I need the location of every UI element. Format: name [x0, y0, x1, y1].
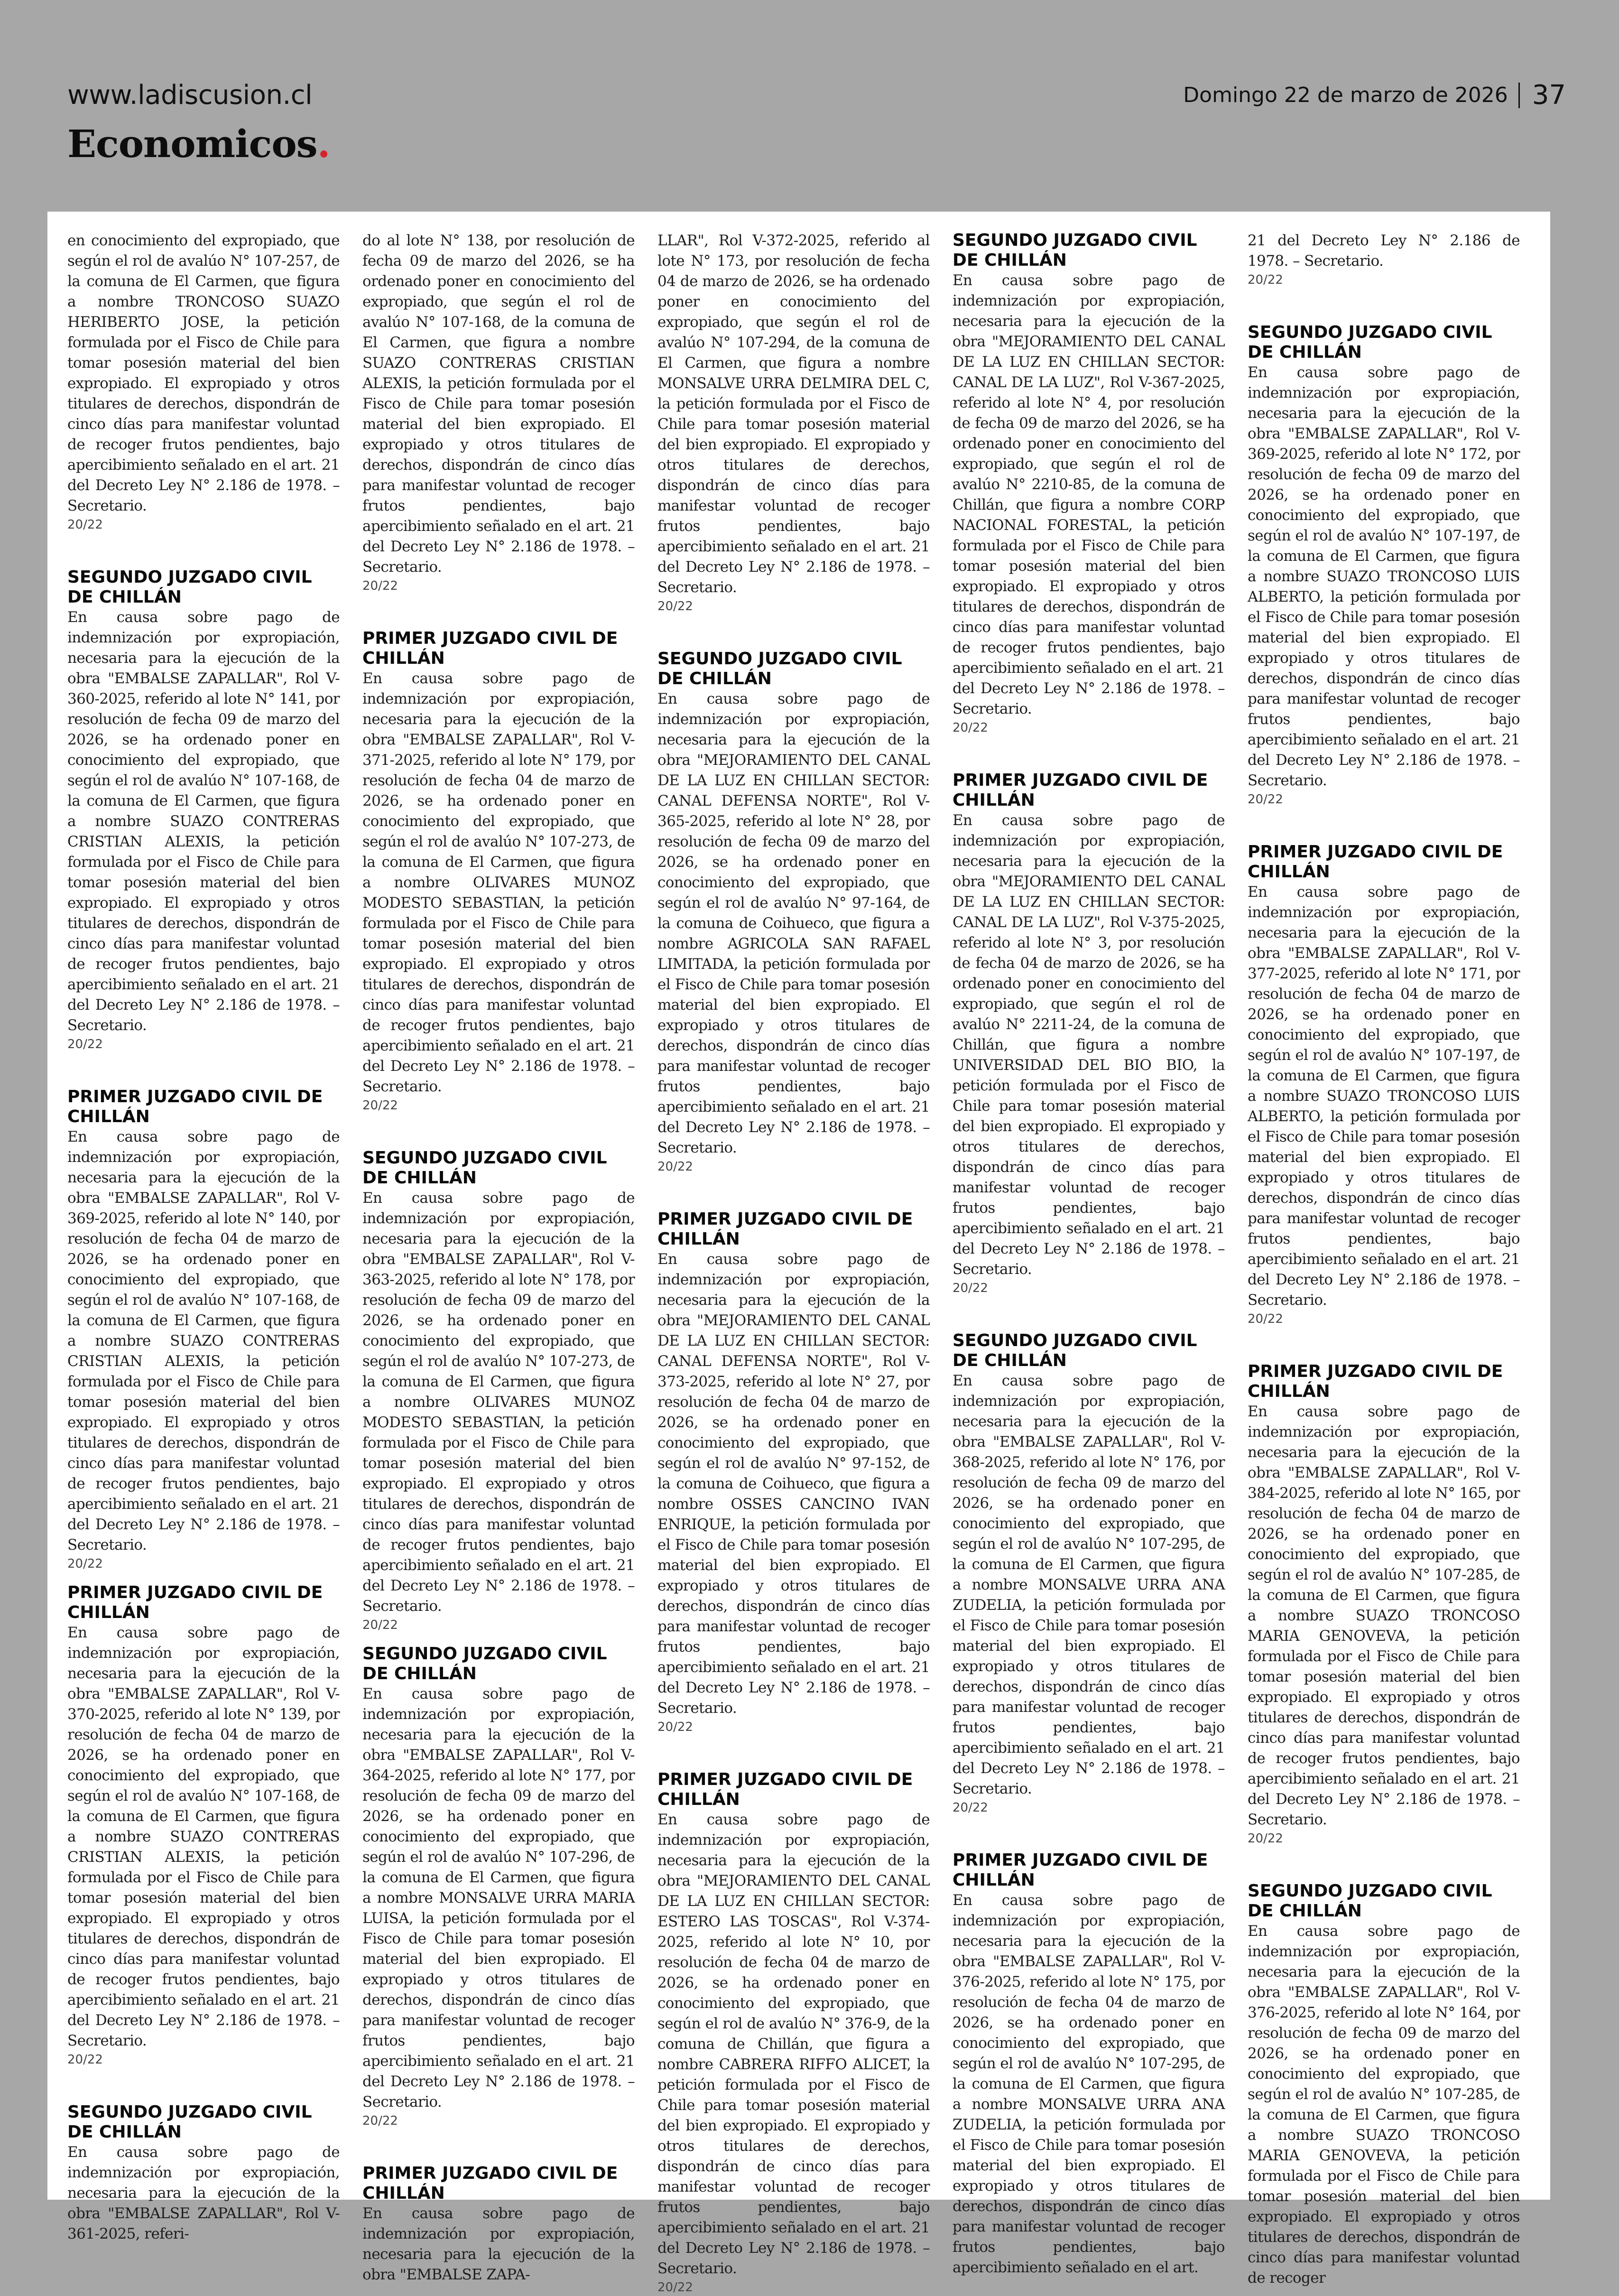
notice-title: SEGUNDO JUZGADO CIVIL DE CHILLÁN: [657, 649, 902, 688]
legal-notice: [1248, 1881, 1520, 2288]
notice-code: 20/22: [953, 721, 988, 735]
legal-notice: [67, 231, 340, 533]
column-5: [1248, 231, 1520, 2287]
notice-code: 20/22: [67, 1037, 103, 1051]
notice-body: LLAR", Rol V-372-2025, referido al lote N° 173, por resolución de fecha 04 de marzo de 2026, se ha ordenado poner en conocimiento del expropiado, que según el rol de avalúo N° 107-294, de la comuna de El Carmen, que figura a nombre MONSALVE URRA DELMIRA DEL C, la petición formulada por el Fisco de Chile para tomar posesión material del bien expropiado. El expropiado y otros titulares de derechos, dispondrán de cinco días para manifestar voluntad de recoger frutos pendientes, bajo apercibimiento señalado en el art. 21 del Decreto Ley N° 2.186 de 1978. – Secretario.: [657, 232, 930, 596]
notice-title: PRIMER JUZGADO CIVIL DE CHILLÁN: [1248, 842, 1503, 882]
date-separator: [1518, 83, 1520, 108]
section-name: Economicos: [67, 121, 317, 166]
notice-body: 21 del Decreto Ley N° 2.186 de 1978. – Secretario.: [1248, 232, 1520, 270]
column-2: [362, 231, 635, 2283]
notice-code: 20/22: [1248, 273, 1283, 287]
notice-body: En causa sobre pago de indemnización por expropiación, necesaria para la ejecución de la obra "EMBALSE ZAPALLAR", Rol V-363-2025, referido al lote N° 178, por resolución de fecha 09 de marzo del 2026, se ha ordenado poner en conocimiento del expropiado, que según el rol de avalúo N° 107-273, de la comuna de El Carmen, que figura a nombre OLIVARES MUNOZ MODESTO SEBASTIAN, la petición formulada por el Fisco de Chile para tomar posesión material del bien expropiado. El expropiado y otros titulares de derechos, dispondrán de cinco días para manifestar voluntad de recoger frutos pendientes, bajo apercibimiento señalado en el art. 21 del Decreto Ley N° 2.186 de 1978. – Secretario.: [362, 1190, 635, 1615]
notice-title: SEGUNDO JUZGADO CIVIL DE CHILLÁN: [67, 567, 312, 607]
legal-notice: [953, 231, 1225, 736]
notice-title: SEGUNDO JUZGADO CIVIL DE CHILLÁN: [67, 2102, 312, 2142]
notice-columns: [67, 231, 1530, 2295]
date-line: [1183, 80, 1566, 111]
legal-notice: [67, 1583, 340, 2068]
legal-notice: [1248, 1362, 1520, 1847]
notice-code: 20/22: [1248, 792, 1283, 807]
section-dot: .: [317, 121, 330, 166]
legal-notice: [362, 629, 635, 1114]
legal-notice: [657, 1209, 930, 1736]
legal-notice: [657, 231, 930, 615]
notice-code: 20/22: [67, 518, 103, 532]
legal-notice: [1248, 231, 1520, 288]
notice-body: En causa sobre pago de indemnización por expropiación, necesaria para la ejecución de la obra "EMBALSE ZAPALLAR", Rol V-377-2025, referido al lote N° 171, por resolución de fecha 04 de marzo de 2026, se ha ordenado poner en conocimiento del expropiado, que según el rol de avalúo N° 107-197, de la comuna de El Carmen, que figura a nombre SUAZO TRONCOSO LUIS ALBERTO, la petición formulada por el Fisco de Chile para tomar posesión material del bien expropiado. El expropiado y otros titulares de derechos, dispondrán de cinco días para manifestar voluntad de recoger frutos pendientes, bajo apercibimiento señalado en el art. 21 del Decreto Ley N° 2.186 de 1978. – Secretario.: [1248, 883, 1520, 1309]
notice-body: En causa sobre pago de indemnización por expropiación, necesaria para la ejecución de la obra "EMBALSE ZAPALLAR", Rol V-360-2025, referido al lote N° 141, por resolución de fecha 09 de marzo del 2026, se ha ordenado poner en conocimiento del expropiado, que según el rol de avalúo N° 107-168, de la comuna de El Carmen, que figura a nombre SUAZO CONTRERAS CRISTIAN ALEXIS, la petición formulada por el Fisco de Chile para tomar posesión material del bien expropiado. El expropiado y otros titulares de derechos, dispondrán de cinco días para manifestar voluntad de recoger frutos pendientes, bajo apercibimiento señalado en el art. 21 del Decreto Ley N° 2.186 de 1978. – Secretario.: [67, 609, 340, 1034]
legal-notice: [67, 567, 340, 1053]
notice-title: SEGUNDO JUZGADO CIVIL DE CHILLÁN: [953, 231, 1197, 270]
notice-code: 20/22: [953, 1281, 988, 1295]
legal-notice: [362, 2164, 635, 2285]
column-4: [953, 231, 1225, 2276]
notice-body: En causa sobre pago de indemnización por expropiación, necesaria para la ejecución de la obra "EMBALSE ZAPALLAR", Rol V-376-2025, referido al lote N° 175, por resolución de fecha 04 de marzo de 2026, se ha ordenado poner en conocimiento del expropiado, que según el rol de avalúo N° 107-295, de la comuna de El Carmen, que figura a nombre MONSALVE URRA ANA ZUDELIA, la petición formulada por el Fisco de Chile para tomar posesión material del bien expropiado. El expropiado y otros titulares de derechos, dispondrán de cinco días para manifestar voluntad de recoger frutos pendientes, bajo apercibimiento señalado en el art.: [953, 1892, 1225, 2276]
notice-code: 20/22: [362, 1098, 398, 1113]
notice-body: En causa sobre pago de indemnización por expropiación, necesaria para la ejecución de la obra "EMBALSE ZAPALLAR", Rol V-369-2025, referido al lote N° 172, por resolución de fecha 09 de marzo del 2026, se ha ordenado poner en conocimiento del expropiado, que según el rol de avalúo N° 107-197, de la comuna de El Carmen, que figura a nombre SUAZO TRONCOSO LUIS ALBERTO, la petición formulada por el Fisco de Chile para tomar posesión material del bien expropiado. El expropiado y otros titulares de derechos, dispondrán de cinco días para manifestar voluntad de recoger frutos pendientes, bajo apercibimiento señalado en el art. 21 del Decreto Ley N° 2.186 de 1978. – Secretario.: [1248, 364, 1520, 789]
issue-date: Domingo 22 de marzo de 2026: [1183, 83, 1508, 107]
legal-notice: [1248, 323, 1520, 808]
notice-title: SEGUNDO JUZGADO CIVIL DE CHILLÁN: [1248, 1881, 1492, 1921]
column-1: [67, 231, 340, 2242]
notice-code: 20/22: [657, 2280, 693, 2295]
notice-body: En causa sobre pago de indemnización por expropiación, necesaria para la ejecución de la obra "EMBALSE ZAPALLAR", Rol V-368-2025, referido al lote N° 176, por resolución de fecha 09 de marzo del 2026, se ha ordenado poner en conocimiento del expropiado, que según el rol de avalúo N° 107-295, de la comuna de El Carmen, que figura a nombre MONSALVE URRA ANA ZUDELIA, la petición formulada por el Fisco de Chile para tomar posesión material del bien expropiado. El expropiado y otros titulares de derechos, dispondrán de cinco días para manifestar voluntad de recoger frutos pendientes, bajo apercibimiento señalado en el art. 21 del Decreto Ley N° 2.186 de 1978. – Secretario.: [953, 1372, 1225, 1797]
notice-body: En causa sobre pago de indemnización por expropiación, necesaria para la ejecución de la obra "EMBALSE ZAPA-: [362, 2205, 635, 2283]
notice-body: En causa sobre pago de indemnización por expropiación, necesaria para la ejecución de la obra "EMBALSE ZAPALLAR", Rol V-369-2025, referido al lote N° 140, por resolución de fecha 04 de marzo de 2026, se ha ordenado poner en conocimiento del expropiado, que según el rol de avalúo N° 107-168, de la comuna de El Carmen, que figura a nombre SUAZO CONTRERAS CRISTIAN ALEXIS, la petición formulada por el Fisco de Chile para tomar posesión material del bien expropiado. El expropiado y otros titulares de derechos, dispondrán de cinco días para manifestar voluntad de recoger frutos pendientes, bajo apercibimiento señalado en el art. 21 del Decreto Ley N° 2.186 de 1978. – Secretario.: [67, 1128, 340, 1553]
column-3: [657, 231, 930, 2295]
notice-code: 20/22: [67, 2053, 103, 2067]
notice-title: PRIMER JUZGADO CIVIL DE CHILLÁN: [953, 1850, 1208, 1890]
legal-notice: [657, 1770, 930, 2296]
legal-notice: [362, 1644, 635, 2129]
page-number: 37: [1532, 80, 1566, 111]
legal-notice: [953, 1850, 1225, 2278]
notice-code: 20/22: [953, 1801, 988, 1815]
notice-body: En causa sobre pago de indemnización por expropiación, necesaria para la ejecución de la obra "EMBALSE ZAPALLAR", Rol V-364-2025, referido al lote N° 177, por resolución de fecha 09 de marzo del 2026, se ha ordenado poner en conocimiento del expropiado, que según el rol de avalúo N° 107-296, de la comuna de El Carmen, que figura a nombre MONSALVE URRA MARIA LUISA, la petición formulada por el Fisco de Chile para tomar posesión material del bien expropiado. El expropiado y otros titulares de derechos, dispondrán de cinco días para manifestar voluntad de recoger frutos pendientes, bajo apercibimiento señalado en el art. 21 del Decreto Ley N° 2.186 de 1978. – Secretario.: [362, 1685, 635, 2110]
notice-title: PRIMER JUZGADO CIVIL DE CHILLÁN: [1248, 1362, 1503, 1401]
notice-body: En causa sobre pago de indemnización por expropiación, necesaria para la ejecución de la obra "MEJORAMIENTO DEL CANAL DE LA LUZ EN CHILLAN SECTOR: ESTERO LAS TOSCAS", Rol V-374-2025, referido al lote N° 10, por resolución de fecha 04 de marzo de 2026, se ha ordenado poner en conocimiento del expropiado, que según el rol de avalúo N° 376-9, de la comuna de Chillán, que figura a nombre CABRERA RIFFO ALICET, la petición formulada por el Fisco de Chile para tomar posesión material del bien expropiado. El expropiado y otros titulares de derechos, dispondrán de cinco días para manifestar voluntad de recoger frutos pendientes, bajo apercibimiento señalado en el art. 21 del Decreto Ley N° 2.186 de 1978. – Secretario.: [657, 1811, 930, 2277]
notice-title: PRIMER JUZGADO CIVIL DE CHILLÁN: [67, 1087, 323, 1126]
notice-code: 20/22: [1248, 1312, 1283, 1326]
legal-notice: [362, 1148, 635, 1634]
notice-title: PRIMER JUZGADO CIVIL DE CHILLÁN: [657, 1209, 913, 1249]
notice-body: En causa sobre pago de indemnización por expropiación, necesaria para la ejecución de la obra "MEJORAMIENTO DEL CANAL DE LA LUZ EN CHILLAN SECTOR: CANAL DEFENSA NORTE", Rol V-365-2025, referido al lote N° 28, por resolución de fecha 09 de marzo del 2026, se ha ordenado poner en conocimiento del expropiado, que según el rol de avalúo N° 97-164, de la comuna de Coihueco, que figura a nombre AGRICOLA SAN RAFAEL LIMITADA, la petición formulada por el Fisco de Chile para tomar posesión material del bien expropiado. El expropiado y otros titulares de derechos, dispondrán de cinco días para manifestar voluntad de recoger frutos pendientes, bajo apercibimiento señalado en el art. 21 del Decreto Ley N° 2.186 de 1978. – Secretario.: [657, 690, 930, 1156]
notice-body: En causa sobre pago de indemnización por expropiación, necesaria para la ejecución de la obra "MEJORAMIENTO DEL CANAL DE LA LUZ EN CHILLAN SECTOR: CANAL DE LA LUZ", Rol V-375-2025, referido al lote N° 3, por resolución de fecha 04 de marzo de 2026, se ha ordenado poner en conocimiento del expropiado, que según el rol de avalúo N° 2211-24, de la comuna de Chillán, que figura a nombre UNIVERSIDAD DEL BIO BIO, la petición formulada por el Fisco de Chile para tomar posesión material del bien expropiado. El expropiado y otros titulares de derechos, dispondrán de cinco días para manifestar voluntad de recoger frutos pendientes, bajo apercibimiento señalado en el art. 21 del Decreto Ley N° 2.186 de 1978. – Secretario.: [953, 812, 1225, 1278]
notice-title: PRIMER JUZGADO CIVIL DE CHILLÁN: [953, 771, 1208, 810]
legal-notice: [657, 649, 930, 1175]
notice-body: En causa sobre pago de indemnización por expropiación, necesaria para la ejecución de la obra "EMBALSE ZAPALLAR", Rol V-370-2025, referido al lote N° 139, por resolución de fecha 04 de marzo de 2026, se ha ordenado poner en conocimiento del expropiado, que según el rol de avalúo N° 107-168, de la comuna de El Carmen, que figura a nombre SUAZO CONTRERAS CRISTIAN ALEXIS, la petición formulada por el Fisco de Chile para tomar posesión material del bien expropiado. El expropiado y otros titulares de derechos, dispondrán de cinco días para manifestar voluntad de recoger frutos pendientes, bajo apercibimiento señalado en el art. 21 del Decreto Ley N° 2.186 de 1978. – Secretario.: [67, 1624, 340, 2049]
legal-notice: [67, 2102, 340, 2244]
notice-body: En causa sobre pago de indemnización por expropiación, necesaria para la ejecución de la obra "EMBALSE ZAPALLAR", Rol V-371-2025, referido al lote N° 179, por resolución de fecha 04 de marzo de 2026, se ha ordenado poner en conocimiento del expropiado, que según el rol de avalúo N° 107-273, de la comuna de El Carmen, que figura a nombre OLIVARES MUNOZ MODESTO SEBASTIAN, la petición formulada por el Fisco de Chile para tomar posesión material del bien expropiado. El expropiado y otros titulares de derechos, dispondrán de cinco días para manifestar voluntad de recoger frutos pendientes, bajo apercibimiento señalado en el art. 21 del Decreto Ley N° 2.186 de 1978. – Secretario.: [362, 670, 635, 1095]
notice-code: 20/22: [67, 1557, 103, 1571]
notice-title: PRIMER JUZGADO CIVIL DE CHILLÁN: [362, 629, 618, 668]
notice-title: SEGUNDO JUZGADO CIVIL DE CHILLÁN: [362, 1148, 607, 1188]
notice-title: PRIMER JUZGADO CIVIL DE CHILLÁN: [657, 1770, 913, 1809]
notice-title: PRIMER JUZGADO CIVIL DE CHILLÁN: [362, 2164, 618, 2203]
legal-notice: [1248, 842, 1520, 1328]
section-title: [67, 121, 330, 166]
notice-code: 20/22: [657, 1720, 693, 1734]
notice-body: En causa sobre pago de indemnización por expropiación, necesaria para la ejecución de la obra "EMBALSE ZAPALLAR", Rol V-376-2025, referido al lote N° 164, por resolución de fecha 09 de marzo del 2026, se ha ordenado poner en conocimiento del expropiado, que según el rol de avalúo N° 107-285, de la comuna de El Carmen, que figura a nombre SUAZO TRONCOSO MARIA GENOVEVA, la petición formulada por el Fisco de Chile para tomar posesión material del bien expropiado. El expropiado y otros titulares de derechos, dispondrán de cinco días para manifestar voluntad de recoger: [1248, 1923, 1520, 2287]
page-header: [0, 0, 1619, 209]
notice-body: do al lote N° 138, por resolución de fecha 09 de marzo del 2026, se ha ordenado poner en conocimiento del expropiado, que según el rol de avalúo N° 107-168, de la comuna de El Carmen, que figura a nombre SUAZO CONTRERAS CRISTIAN ALEXIS, la petición formulada por el Fisco de Chile para tomar posesión material del bien expropiado. El expropiado y otros titulares de derechos, dispondrán de cinco días para manifestar voluntad de recoger frutos pendientes, bajo apercibimiento señalado en el art. 21 del Decreto Ley N° 2.186 de 1978. – Secretario.: [362, 232, 635, 576]
legal-notice: [67, 1087, 340, 1572]
notice-code: 20/22: [657, 599, 693, 614]
notice-code: 20/22: [1248, 1831, 1283, 1846]
notice-title: SEGUNDO JUZGADO CIVIL DE CHILLÁN: [953, 1331, 1197, 1370]
notice-title: SEGUNDO JUZGADO CIVIL DE CHILLÁN: [1248, 323, 1492, 362]
notice-title: SEGUNDO JUZGADO CIVIL DE CHILLÁN: [362, 1644, 607, 1683]
notice-code: 20/22: [362, 2114, 398, 2128]
notice-body: en conocimiento del expropiado, que según el rol de avalúo N° 107-257, de la comuna de El Carmen, que figura a nombre TRONCOSO SUAZO HERIBERTO JOSE, la petición formulada por el Fisco de Chile para tomar posesión material del bien expropiado. El expropiado y otros titulares de derechos, dispondrán de cinco días para manifestar voluntad de recoger frutos pendientes, bajo apercibimiento señalado en el art. 21 del Decreto Ley N° 2.186 de 1978. – Secretario.: [67, 232, 340, 514]
notice-body: En causa sobre pago de indemnización por expropiación, necesaria para la ejecución de la obra "MEJORAMIENTO DEL CANAL DE LA LUZ EN CHILLAN SECTOR: CANAL DE LA LUZ", Rol V-367-2025, referido al lote N° 4, por resolución de fecha 09 de marzo del 2026, se ha ordenado poner en conocimiento del expropiado, que según el rol de avalúo N° 2210-85, de la comuna de Chillán, que figura a nombre CORP NACIONAL FORESTAL, la petición formulada por el Fisco de Chile para tomar posesión material del bien expropiado. El expropiado y otros titulares de derechos, dispondrán de cinco días para manifestar voluntad de recoger frutos pendientes, bajo apercibimiento señalado en el art. 21 del Decreto Ley N° 2.186 de 1978. – Secretario.: [953, 272, 1225, 717]
notice-code: 20/22: [362, 1618, 398, 1632]
site-url[interactable]: www.ladiscusion.cl: [67, 80, 313, 111]
notice-title: PRIMER JUZGADO CIVIL DE CHILLÁN: [67, 1583, 323, 1622]
legal-notice: [362, 231, 635, 595]
notice-body: En causa sobre pago de indemnización por expropiación, necesaria para la ejecución de la obra "EMBALSE ZAPALLAR", Rol V-384-2025, referido al lote N° 165, por resolución de fecha 04 de marzo de 2026, se ha ordenado poner en conocimiento del expropiado, que según el rol de avalúo N° 107-285, de la comuna de El Carmen, que figura a nombre SUAZO TRONCOSO MARIA GENOVEVA, la petición formulada por el Fisco de Chile para tomar posesión material del bien expropiado. El expropiado y otros titulares de derechos, dispondrán de cinco días para manifestar voluntad de recoger frutos pendientes, bajo apercibimiento señalado en el art. 21 del Decreto Ley N° 2.186 de 1978. – Secretario.: [1248, 1403, 1520, 1828]
notice-body: En causa sobre pago de indemnización por expropiación, necesaria para la ejecución de la obra "EMBALSE ZAPALLAR", Rol V-361-2025, referi-: [67, 2144, 340, 2242]
notice-code: 20/22: [362, 579, 398, 593]
legal-notice: [953, 1331, 1225, 1816]
classifieds-page: [47, 212, 1550, 2295]
notice-code: 20/22: [657, 1160, 693, 1174]
notice-body: En causa sobre pago de indemnización por expropiación, necesaria para la ejecución de la obra "MEJORAMIENTO DEL CANAL DE LA LUZ EN CHILLAN SECTOR: CANAL DEFENSA NORTE", Rol V-373-2025, referido al lote N° 27, por resolución de fecha 04 de marzo de 2026, se ha ordenado poner en conocimiento del expropiado, que según el rol de avalúo N° 97-152, de la comuna de Coihueco, que figura a nombre OSSES CANCINO IVAN ENRIQUE, la petición formulada por el Fisco de Chile para tomar posesión material del bien expropiado. El expropiado y otros titulares de derechos, dispondrán de cinco días para manifestar voluntad de recoger frutos pendientes, bajo apercibimiento señalado en el art. 21 del Decreto Ley N° 2.186 de 1978. – Secretario.: [657, 1251, 930, 1717]
legal-notice: [953, 771, 1225, 1297]
